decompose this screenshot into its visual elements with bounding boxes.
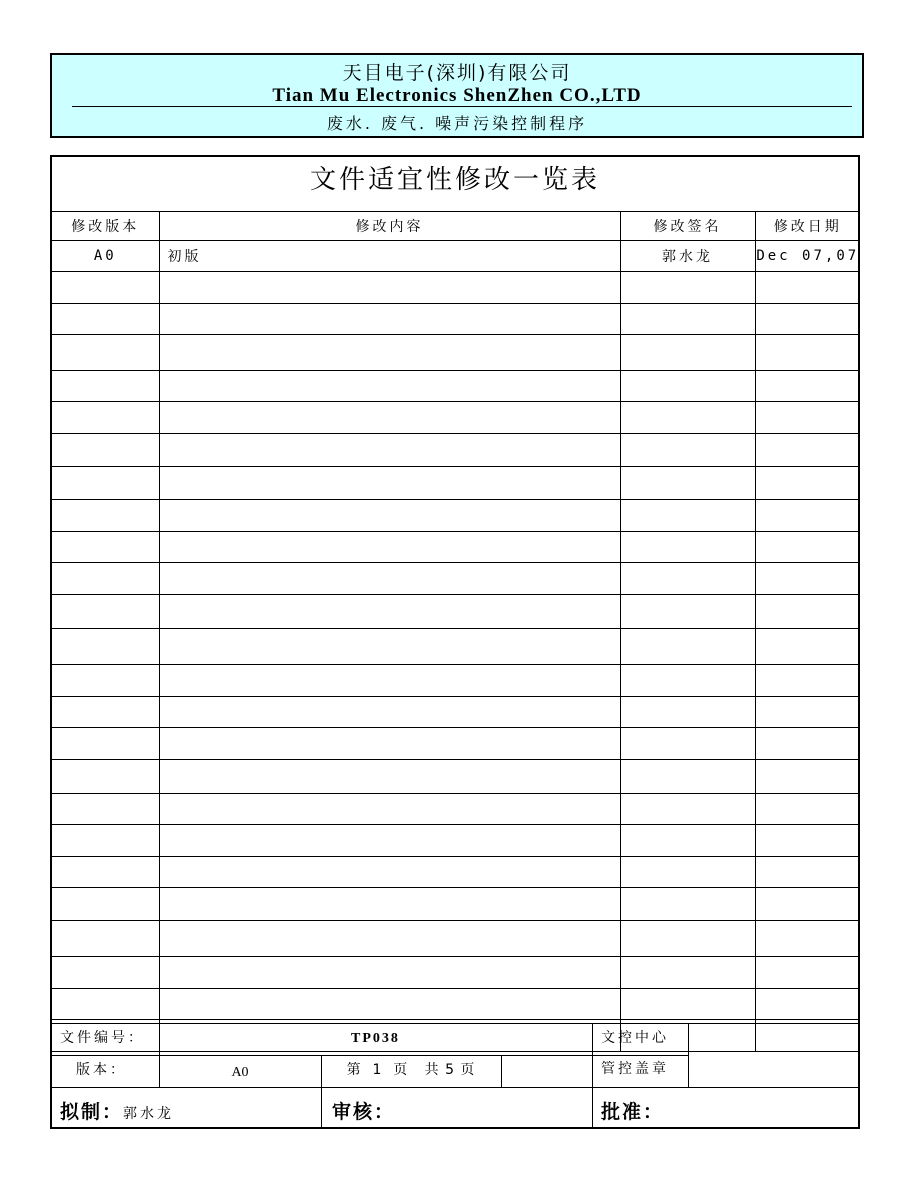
cell-signature	[620, 957, 755, 989]
cell-content	[159, 989, 620, 1020]
doc-number-value: TP038	[351, 1031, 400, 1046]
table-row	[52, 304, 860, 335]
cell-signature	[620, 794, 755, 825]
footer-divider	[688, 1023, 689, 1087]
cell-content	[159, 697, 620, 728]
cell-signature	[620, 989, 755, 1020]
table-row	[52, 697, 860, 728]
table-row	[52, 857, 860, 888]
footer-divider	[592, 1023, 593, 1129]
table-row	[52, 921, 860, 957]
cell-date	[755, 760, 860, 794]
table-row	[52, 957, 860, 989]
cell-signature	[620, 434, 755, 467]
table-row	[52, 532, 860, 563]
table-row	[52, 467, 860, 500]
cell-signature	[620, 532, 755, 563]
table-row	[52, 794, 860, 825]
cell-signature	[620, 304, 755, 335]
cell-version	[52, 629, 159, 665]
table-row	[52, 241, 860, 272]
cell-signature	[620, 371, 755, 402]
doc-number-label: 文件编号：	[60, 1030, 145, 1046]
cell-signature	[620, 825, 755, 857]
cell-signature	[620, 921, 755, 957]
procedure-title: 废水. 废气. 噪声污染控制程序	[326, 114, 588, 133]
cell-version: A0	[52, 241, 159, 272]
form-title: 文件适宜性修改一览表	[52, 157, 858, 212]
cell-version	[52, 697, 159, 728]
cell-version	[52, 989, 159, 1020]
cell-date	[755, 304, 860, 335]
footer-sign-rule	[52, 1087, 860, 1088]
cell-date	[755, 629, 860, 665]
cell-date	[755, 728, 860, 760]
cell-date	[755, 888, 860, 921]
cell-version	[52, 595, 159, 629]
revision-table	[52, 211, 860, 1052]
cell-content	[159, 857, 620, 888]
cell-date	[755, 697, 860, 728]
table-row	[52, 728, 860, 760]
cell-content	[159, 957, 620, 989]
control-center-label: 文控中心	[601, 1030, 669, 1046]
cell-signature	[620, 857, 755, 888]
cell-signature	[620, 760, 755, 794]
cell-signature	[620, 402, 755, 434]
cell-date	[755, 794, 860, 825]
cell-content	[159, 335, 620, 371]
cell-date	[755, 500, 860, 532]
cell-content: 初版	[159, 241, 620, 272]
cell-version	[52, 563, 159, 595]
table-row	[52, 989, 860, 1020]
version-value: A0	[231, 1065, 249, 1080]
cell-content	[159, 371, 620, 402]
header-divider	[72, 106, 852, 107]
cell-version	[52, 371, 159, 402]
cell-date	[755, 957, 860, 989]
revision-table-body	[52, 241, 860, 1052]
cell-content	[159, 794, 620, 825]
cell-date: Dec 07,07	[755, 241, 860, 272]
table-row	[52, 563, 860, 595]
cell-version	[52, 760, 159, 794]
cell-date	[755, 335, 860, 371]
table-row	[52, 434, 860, 467]
cell-date	[755, 989, 860, 1020]
cell-version	[52, 794, 159, 825]
cell-signature	[620, 500, 755, 532]
cell-content	[159, 728, 620, 760]
cell-signature	[620, 563, 755, 595]
version-label: 版本：	[76, 1062, 127, 1078]
cell-version	[52, 304, 159, 335]
cell-version	[52, 434, 159, 467]
page-info: 第 1 页 共 5 页	[346, 1062, 476, 1078]
column-header-version: 修改版本	[52, 212, 159, 241]
cell-content	[159, 563, 620, 595]
cell-version	[52, 272, 159, 304]
company-header	[50, 53, 864, 138]
cell-version	[52, 921, 159, 957]
cell-content	[159, 921, 620, 957]
cell-content	[159, 760, 620, 794]
revision-form	[50, 155, 860, 1129]
cell-date	[755, 665, 860, 697]
cell-signature	[620, 629, 755, 665]
company-name-en: Tian Mu Electronics ShenZhen CO.,LTD	[272, 85, 642, 106]
cell-date	[755, 563, 860, 595]
cell-content	[159, 595, 620, 629]
cell-content	[159, 629, 620, 665]
table-row	[52, 629, 860, 665]
cell-version	[52, 728, 159, 760]
footer-top-rule	[52, 1023, 860, 1024]
cell-version	[52, 532, 159, 563]
cell-date	[755, 532, 860, 563]
cell-date	[755, 272, 860, 304]
cell-date	[755, 371, 860, 402]
cell-date	[755, 921, 860, 957]
cell-content	[159, 532, 620, 563]
cell-content	[159, 272, 620, 304]
cell-version	[52, 467, 159, 500]
cell-version	[52, 402, 159, 434]
table-row	[52, 272, 860, 304]
cell-date	[755, 434, 860, 467]
reviewed-by	[332, 1097, 395, 1124]
cell-date	[755, 402, 860, 434]
cell-content	[159, 434, 620, 467]
table-row	[52, 595, 860, 629]
cell-signature	[620, 665, 755, 697]
column-header-content: 修改内容	[159, 212, 620, 241]
column-header-date: 修改日期	[755, 212, 860, 241]
table-row	[52, 665, 860, 697]
table-row	[52, 402, 860, 434]
approved-label: 批准：	[601, 1101, 665, 1123]
cell-content	[159, 665, 620, 697]
cell-signature: 郭水龙	[620, 241, 755, 272]
control-stamp-label: 管控盖章	[601, 1061, 669, 1077]
drafted-label: 拟制：	[60, 1101, 124, 1123]
cell-signature	[620, 888, 755, 921]
cell-date	[755, 467, 860, 500]
cell-date	[755, 595, 860, 629]
column-header-signature: 修改签名	[620, 212, 755, 241]
cell-signature	[620, 335, 755, 371]
cell-version	[52, 500, 159, 532]
table-header-row	[52, 212, 860, 241]
table-row	[52, 888, 860, 921]
cell-signature	[620, 595, 755, 629]
table-row	[52, 760, 860, 794]
company-name-cn: 天目电子(深圳)有限公司	[342, 62, 572, 84]
footer-divider	[501, 1055, 502, 1087]
cell-version	[52, 888, 159, 921]
cell-content	[159, 500, 620, 532]
cell-content	[159, 467, 620, 500]
table-row	[52, 500, 860, 532]
drafted-value: 郭水龙	[123, 1106, 175, 1122]
cell-date	[755, 857, 860, 888]
table-row	[52, 335, 860, 371]
cell-signature	[620, 272, 755, 304]
cell-version	[52, 335, 159, 371]
cell-content	[159, 402, 620, 434]
table-row	[52, 371, 860, 402]
approved-by	[601, 1097, 664, 1124]
drafted-by	[60, 1097, 174, 1124]
cell-signature	[620, 467, 755, 500]
cell-content	[159, 825, 620, 857]
cell-signature	[620, 728, 755, 760]
cell-content	[159, 304, 620, 335]
cell-version	[52, 665, 159, 697]
cell-date	[755, 825, 860, 857]
cell-version	[52, 957, 159, 989]
cell-content	[159, 888, 620, 921]
cell-version	[52, 825, 159, 857]
table-row	[52, 825, 860, 857]
document-footer	[52, 1023, 860, 1129]
cell-version	[52, 857, 159, 888]
cell-signature	[620, 697, 755, 728]
reviewed-label: 审核：	[332, 1101, 396, 1123]
